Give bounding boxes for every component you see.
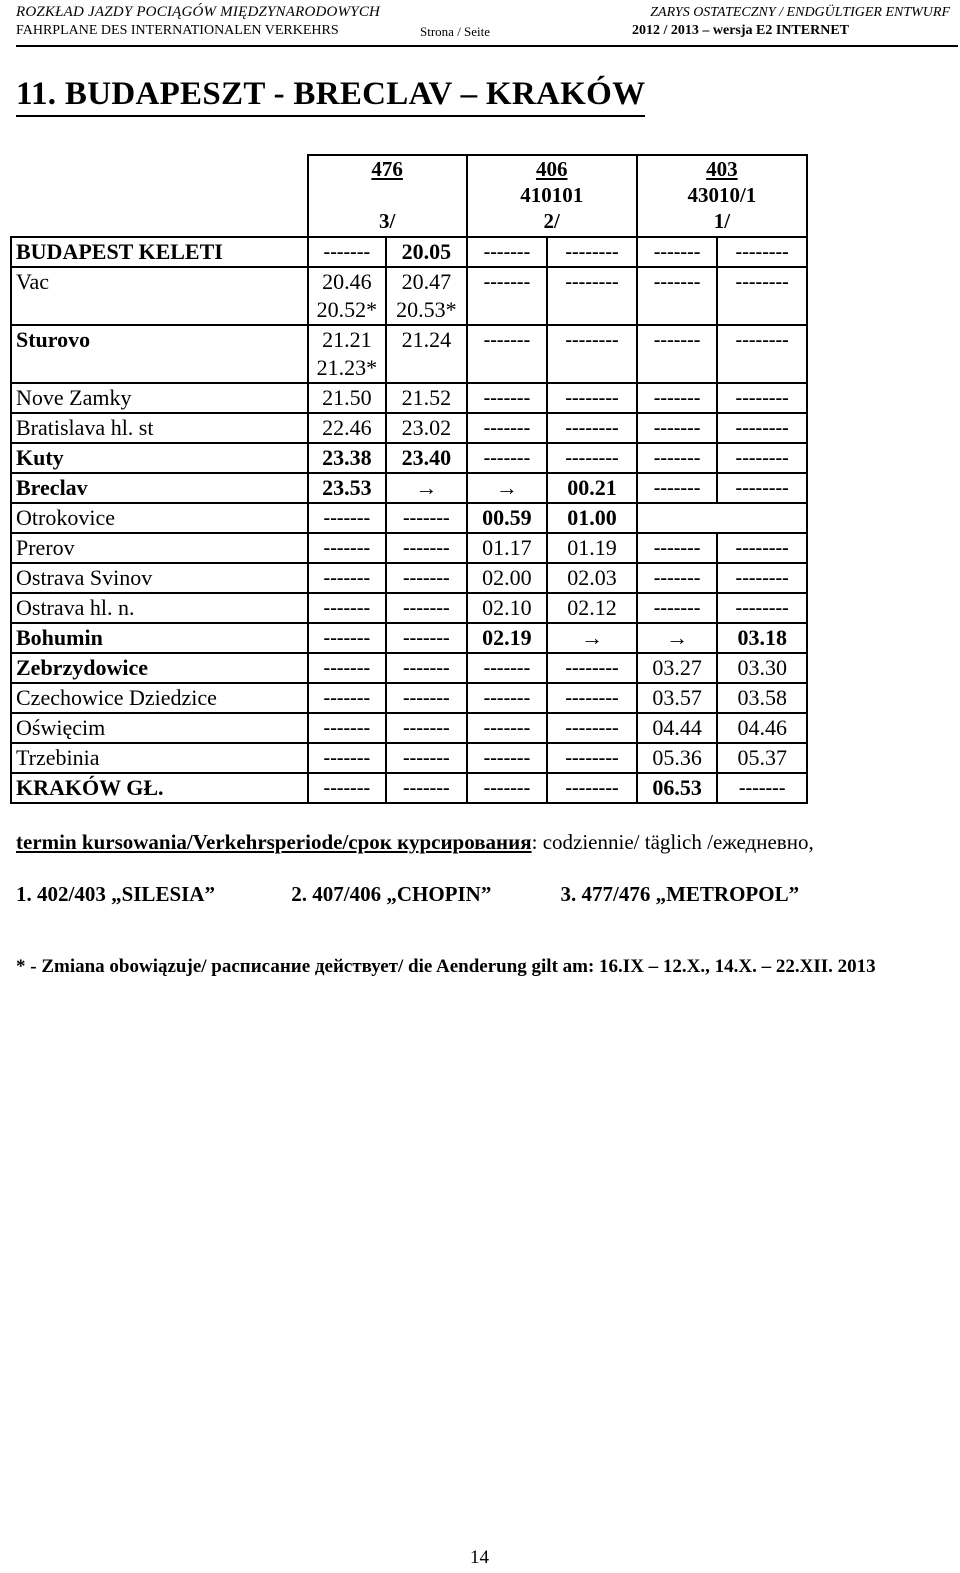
time-cell: -------- [717,237,807,267]
time-cell: ------- [637,563,718,593]
header-divider [16,45,958,47]
time-cell: ------- [467,443,548,473]
page-title: 11. BUDAPESZT - BRECLAV – KRAKÓW [16,76,646,112]
time-cell: 02.00 [467,563,548,593]
time-cell: ------- [467,237,548,267]
time-cell [386,267,467,325]
train-476-number: 476 [371,157,403,181]
time-cell: ------- [308,503,386,533]
table-row [11,325,807,383]
table-row [11,623,807,653]
train-406-footnote: 2/ [543,209,560,233]
train-403-footnote: 1/ [713,209,731,233]
table-row [11,713,807,743]
time-cell: 01.19 [547,533,637,563]
time-value: 20.47 [401,269,452,294]
station-name: Ostrava hl. n. [11,593,308,623]
time-cell: ------- [637,593,718,623]
table-row [11,593,807,623]
time-cell: ------- [467,743,548,773]
station-name: Vac [11,267,308,325]
train-403-number: 403 [706,157,738,181]
table-row [11,533,807,563]
time-cell [308,325,386,383]
time-value-alt: 20.52* [316,297,378,322]
time-cell: ------- [308,683,386,713]
train-names [16,882,916,907]
time-cell: ------- [386,713,467,743]
page-number: 14 [470,1547,489,1568]
time-cell: ------- [308,533,386,563]
station-name: Bratislava hl. st [11,413,308,443]
time-cell: ------- [386,773,467,803]
table-row [11,773,807,803]
station-name: KRAKÓW GŁ. [11,773,308,803]
time-value: 20.46 [322,269,372,294]
time-cell: 21.24 [386,325,467,383]
time-cell: ------- [637,267,718,325]
time-cell: 00.59 [467,503,548,533]
table-row [11,503,807,533]
arrow-right-icon: → [547,623,637,653]
time-cell: 03.27 [637,653,718,683]
time-value-alt: 21.23* [316,355,378,380]
time-cell: ------- [308,563,386,593]
time-cell: 03.58 [717,683,807,713]
time-cell: ------- [386,743,467,773]
time-cell: 02.12 [547,593,637,623]
time-cell: 02.03 [547,563,637,593]
time-cell: ------- [637,473,718,503]
time-cell: -------- [717,267,807,325]
time-cell: 06.53 [637,773,718,803]
time-cell: 21.52 [386,383,467,413]
time-cell: ------- [386,533,467,563]
page-header [16,2,950,44]
time-cell: -------- [547,683,637,713]
header-version: 2012 / 2013 – wersja E2 INTERNET [632,23,850,38]
arrow-right-icon: → [467,473,548,503]
time-cell: ------- [637,325,718,383]
time-cell: ------- [467,267,548,325]
time-cell: -------- [547,383,637,413]
time-cell: 03.57 [637,683,718,713]
timetable-header-row [11,155,807,237]
time-cell: ------- [467,713,548,743]
train-403-code: 43010/1 [687,183,757,207]
station-name: Breclav [11,473,308,503]
time-cell: ------- [467,653,548,683]
table-row [11,743,807,773]
time-cell: ------- [386,623,467,653]
time-cell: 03.18 [717,623,807,653]
operating-period-value: : codziennie/ täglich /ежедневно, [531,830,814,854]
time-cell: 02.10 [467,593,548,623]
time-cell: -------- [717,383,807,413]
time-cell: -------- [717,325,807,383]
time-cell: -------- [717,443,807,473]
station-name: Ostrava Svinov [11,563,308,593]
time-cell: ------- [467,325,548,383]
time-cell: ------- [386,653,467,683]
header-title-pl: ROZKŁAD JAZDY POCIĄGÓW MIĘDZYNARODOWYCH [16,4,381,20]
table-row [11,443,807,473]
time-cell: ------- [308,593,386,623]
timetable [10,154,808,804]
time-cell: ------- [386,683,467,713]
time-cell: -------- [717,473,807,503]
train-name-3: 3. 477/476 „METROPOL” [560,882,800,906]
table-row [11,237,807,267]
time-cell: -------- [547,325,637,383]
station-name: Czechowice Dziedzice [11,683,308,713]
train-406-header [467,155,637,237]
time-cell: 04.44 [637,713,718,743]
time-cell: ------- [308,653,386,683]
table-row [11,653,807,683]
operating-period [16,830,814,855]
table-row [11,267,807,325]
time-cell: ------- [467,413,548,443]
time-cell: -------- [717,593,807,623]
time-cell: 05.37 [717,743,807,773]
time-cell: 23.02 [386,413,467,443]
time-cell: -------- [717,563,807,593]
time-cell: ------- [386,563,467,593]
time-cell: ------- [308,713,386,743]
time-cell: -------- [547,443,637,473]
operating-period-label: termin kursowania/Verkehrsperiode/срок курсирования [16,830,532,854]
time-cell: -------- [547,743,637,773]
time-cell: ------- [308,623,386,653]
time-cell: -------- [547,413,637,443]
header-empty-cell [11,155,308,237]
time-cell: -------- [547,653,637,683]
train-406-code: 410101 [520,183,584,207]
time-cell: ------- [386,503,467,533]
station-name: Zebrzydowice [11,653,308,683]
time-cell: ------- [637,533,718,563]
header-title-de: FAHRPLANE DES INTERNATIONALEN VERKEHRS [16,23,339,38]
station-name: Sturovo [11,325,308,383]
table-row [11,413,807,443]
time-cell: 23.38 [308,443,386,473]
time-cell: -------- [547,713,637,743]
train-406-number: 406 [535,157,568,181]
arrow-right-icon: → [386,473,467,503]
time-value: 21.21 [322,327,372,352]
train-name-1: 1. 402/403 „SILESIA” [16,882,215,906]
time-cell [637,503,807,533]
station-name: Nove Zamky [11,383,308,413]
time-cell: 20.05 [386,237,467,267]
time-cell: ------- [637,237,718,267]
time-cell: ------- [637,413,718,443]
time-cell: 01.00 [547,503,637,533]
time-cell: 03.30 [717,653,807,683]
footnote-change-dates: * - Zmiana obowiązuje/ расписание действует/ die Aenderung gilt am: 16.IX – 12.X., 14.X. – 22.XII. 2013 [16,956,876,977]
time-cell: 04.46 [717,713,807,743]
time-cell: ------- [467,773,548,803]
time-cell: ------- [308,773,386,803]
station-name: Prerov [11,533,308,563]
table-row [11,563,807,593]
station-name: Kuty [11,443,308,473]
time-cell: -------- [547,267,637,325]
title-underline [16,115,645,117]
header-page-label: Strona / Seite [420,24,491,39]
train-name-2: 2. 407/406 „CHOPIN” [291,882,492,906]
table-row [11,683,807,713]
time-cell: 05.36 [637,743,718,773]
table-row [11,473,807,503]
station-name: Trzebinia [11,743,308,773]
time-cell [308,267,386,325]
station-name: Otrokovice [11,503,308,533]
time-cell: 23.53 [308,473,386,503]
arrow-right-icon: → [637,623,718,653]
time-cell: 23.40 [386,443,467,473]
time-cell: 21.50 [308,383,386,413]
station-name: Oświęcim [11,713,308,743]
train-403-header [637,155,807,237]
time-cell: ------- [467,383,548,413]
train-476-footnote: 3/ [378,209,396,233]
time-cell: -------- [547,237,637,267]
time-cell: 02.19 [467,623,548,653]
table-row [11,383,807,413]
time-cell: ------- [637,383,718,413]
header-draft-status: ZARYS OSTATECZNY / ENDGÜLTIGER ENTWURF [650,5,950,20]
time-cell: -------- [717,533,807,563]
time-cell: ------- [308,237,386,267]
time-cell: ------- [308,743,386,773]
time-cell: ------- [467,683,548,713]
time-value-alt: 20.53* [396,297,457,322]
time-cell: ------- [386,593,467,623]
station-name: Bohumin [11,623,308,653]
time-cell: ------- [637,443,718,473]
train-476-header [308,155,467,237]
time-cell: -------- [717,413,807,443]
time-cell: 22.46 [308,413,386,443]
time-cell: -------- [547,773,637,803]
time-cell: ------- [717,773,807,803]
station-name: BUDAPEST KELETI [11,237,308,267]
time-cell: 00.21 [547,473,637,503]
time-cell: 01.17 [467,533,548,563]
